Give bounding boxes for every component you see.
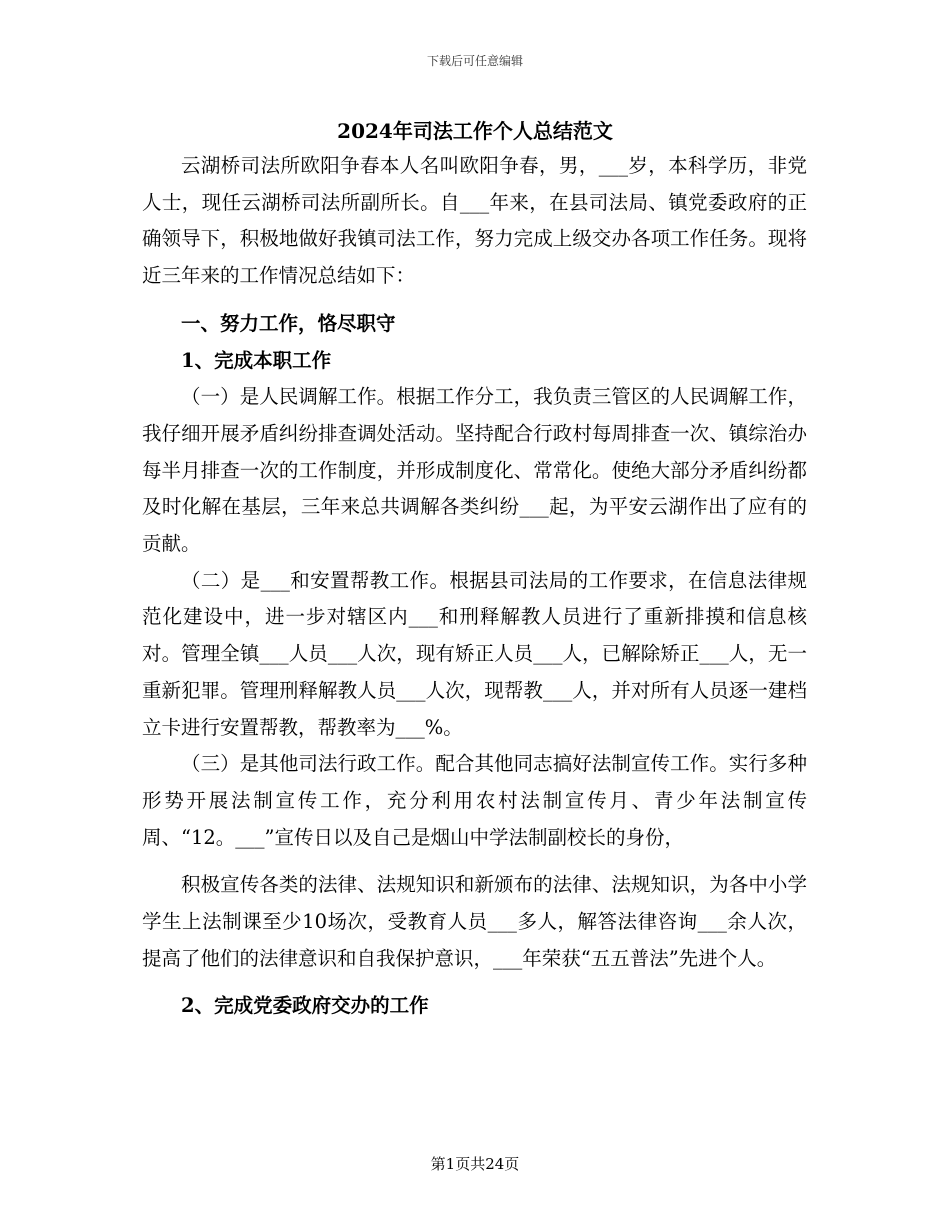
subsection-heading-1: 1、完成本职工作 (181, 348, 332, 372)
intro-paragraph: 云湖桥司法所欧阳争春本人名叫欧阳争春，男，___岁，本科学历，非党人士，现任云湖桥司法所副所长。自___年来，在县司法局、镇党委政府的正确领导下，积极地做好我镇司法工作，努力完成上级交办各项工作任务。现将近三年来的工作情况总结如下： (142, 154, 807, 288)
document-body (142, 148, 807, 1025)
document-title: 2024年司法工作个人总结范文 (337, 119, 613, 143)
page-number: 第1页共24页 (430, 1155, 520, 1173)
subsection-heading-2: 2、完成党委政府交办的工作 (181, 994, 429, 1018)
page-header-note: 下载后可任意编辑 (426, 54, 523, 68)
correction-paragraph: （二）是___和安置帮教工作。根据县司法局的工作要求，在信息法律规范化建设中，进一步对辖区内___和刑释解教人员进行了重新排摸和信息核对。管理全镇___人员___人次，现有矫正人员___人，已解除矫正___人，无一重新犯罪。管理刑释解教人员___人次，现帮教___人，并对所有人员逐一建档立卡进行安置帮教，帮教率为___%。 (142, 568, 807, 739)
legal-publicity-paragraph: （三）是其他司法行政工作。配合其他同志搞好法制宣传工作。实行多种形势开展法制宣传工作，充分利用农村法制宣传月、青少年法制宣传周、“12。___”宣传日以及自己是烟山中学法制副校长的身份， (142, 752, 807, 849)
legal-education-paragraph: 积极宣传各类的法律、法规知识和新颁布的法律、法规知识，为各中小学学生上法制课至少10场次，受教育人员___多人，解答法律咨询___余人次，提高了他们的法律意识和自我保护意识，___年荣获“五五普法”先进个人。 (142, 873, 807, 970)
section-heading-1: 一、努力工作，恪尽职守 (181, 311, 396, 335)
mediation-paragraph: （一）是人民调解工作。根据工作分工，我负责三管区的人民调解工作，我仔细开展矛盾纠纷排查调处活动。坚持配合行政村每周排查一次、镇综治办每半月排查一次的工作制度，并形成制度化、常常化。使绝大部分矛盾纠纷都及时化解在基层，三年来总共调解各类纠纷___起，为平安云湖作出了应有的贡献。 (142, 385, 807, 556)
